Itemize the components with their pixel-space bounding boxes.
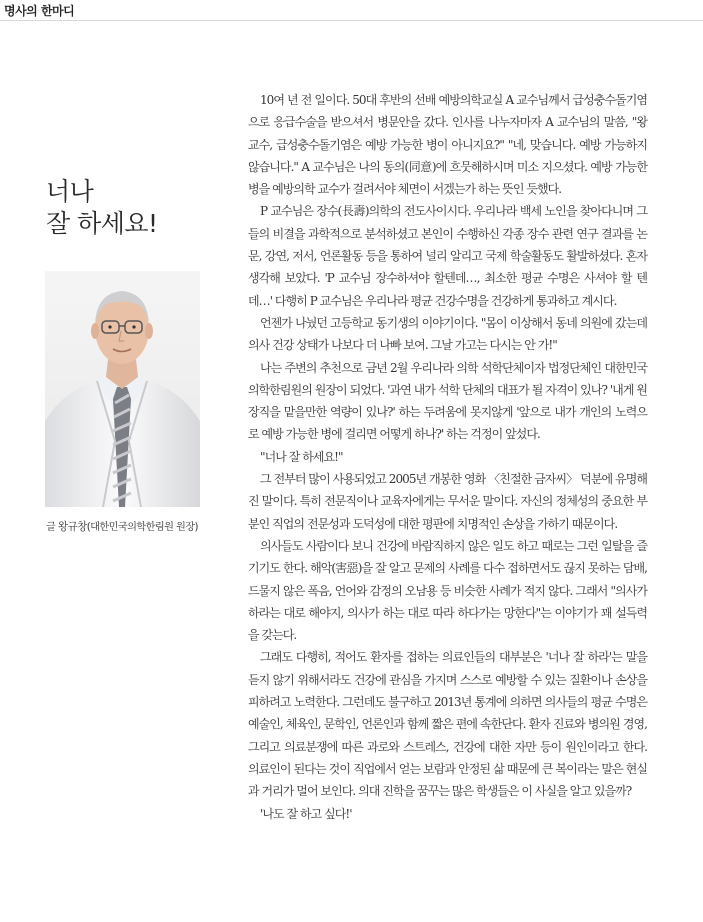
paragraph: 나는 주변의 추천으로 금년 2월 우리나라 의학 석학단체이자 법정단체인 대한민국의학한림원의 원장이 되었다. '과연 내가 석학 단체의 대표가 될 자격이 있나? '내게 원장직을 맡을만한 역량이 있나?' 하는 두려움에 못지않게 '앞으로 내가 개인의 노력으로 예방 가능한 병에 걸리면 어떻게 하나?' 하는 걱정이 앞섰다. — [248, 360, 647, 442]
author-affiliation: (대한민국의학한림원 원장) — [86, 522, 198, 533]
paragraph: 그 전부터 많이 사용되었고 2005년 개봉한 영화 〈친절한 금자씨〉 덕분에 유명해진 말이다. 특히 전문직이나 교육자에게는 무서운 말이다. 자신의 정체성의 중요한 부분인 직업의 전문성과 도덕성에 대한 평판에 치명적인 손상을 가하기 때문이다. — [248, 472, 647, 531]
article-body — [248, 89, 647, 825]
byline — [46, 518, 198, 534]
quote-paragraph: "너나 잘 하세요!" — [260, 449, 343, 464]
title-line-1: 너나 — [46, 177, 94, 206]
paragraph: 언젠가 나눴던 고등학교 동기생의 이야기이다. "몸이 이상해서 동네 의원에 갔는데 의사 건강 상태가 나보다 더 나빠 보여. 그날 가고는 다시는 안 가!" — [248, 315, 647, 353]
author-photo — [45, 271, 200, 507]
paragraph: 그래도 다행히, 적어도 환자를 접하는 의료인들의 대부분은 '너나 잘 하라'는 말을 듣지 않기 위해서라도 건강에 관심을 가지며 스스로 예방할 수 있는 질환이나 손상을 피하려고 노력한다. 그런데도 불구하고 2013년 통계에 의하면 의사들의 평균 수명은 예술인, 체육인, 문학인, 언론인과 함께 짧은 편에 속한단다. 환자 진료와 병의원 경영, 그리고 의료분쟁에 따른 과로와 스트레스, 건강에 대한 자만 등이 원인이라고 한다. 의료인이 된다는 것이 직업에서 얻는 보람과 안정된 삶 때문에 큰 복이라는 말은 현실과 거리가 멀어 보인다. 의대 진학을 꿈꾸는 많은 학생들은 이 사실을 알고 있을까? — [248, 650, 647, 799]
article-title — [46, 176, 158, 240]
paragraph: 의사들도 사람이다 보니 건강에 바람직하지 않은 일도 하고 때로는 그런 일탈을 즐기기도 한다. 해악(害惡)을 잘 알고 문제의 사례를 다수 접하면서도 끊지 못하는 담배, 드물지 않은 폭음, 언어와 감정의 오남용 등 비슷한 사례가 적지 않다. 그래서 "의사가 하라는 대로 해야지, 의사가 하는 대로 따라 하다가는 망한다"는 이야기가 꽤 설득력을 갖는다. — [248, 538, 647, 643]
author-name: 왕규창 — [57, 521, 87, 533]
title-line-2: 잘 하세요! — [46, 209, 158, 238]
portrait-photo-icon — [45, 271, 200, 507]
paragraph: P 교수님은 장수(長壽)의학의 전도사이시다. 우리나라 백세 노인을 찾아다니며 그들의 비결을 과학적으로 분석하셨고 본인이 수행하신 각종 장수 관련 연구 결과를 논문, 강연, 저서, 언론활동 등을 통하여 널리 알리고 국제 학술활동도 활발하셨다. 혼자 생각해 보았다. 'P 교수님 장수하셔야 할텐데…, 최소한 평균 수명은 사셔야 할 텐데…' 다행히 P 교수님은 우리나라 평균 건강수명을 건강하게 통과하고 계시다. — [248, 204, 647, 308]
byline-prefix: 글 — [46, 522, 56, 533]
paragraph: 10여 년 전 일이다. 50대 후반의 선배 예방의학교실 A 교수님께서 급성충수돌기염으로 응급수술을 받으셔서 병문안을 갔다. 인사를 나누자마자 A 교수님의 말씀, "왕 교수, 급성충수돌기염은 예방 가능한 병이 아니지요?" "네, 맞습니다. 예방 가능하지 않습니다." A 교수님은 나의 동의(同意)에 흐뭇해하시며 미소 지으셨다. 예방 가능한 병을 예방의학 교수가 걸려서야 체면이 서겠는가 하는 뜻인 듯했다. — [248, 93, 647, 197]
section-label: 명사의 한마디 — [4, 4, 75, 18]
header-rule — [0, 20, 703, 21]
closing-quote-paragraph: '나도 잘 하고 싶다!' — [260, 806, 352, 821]
